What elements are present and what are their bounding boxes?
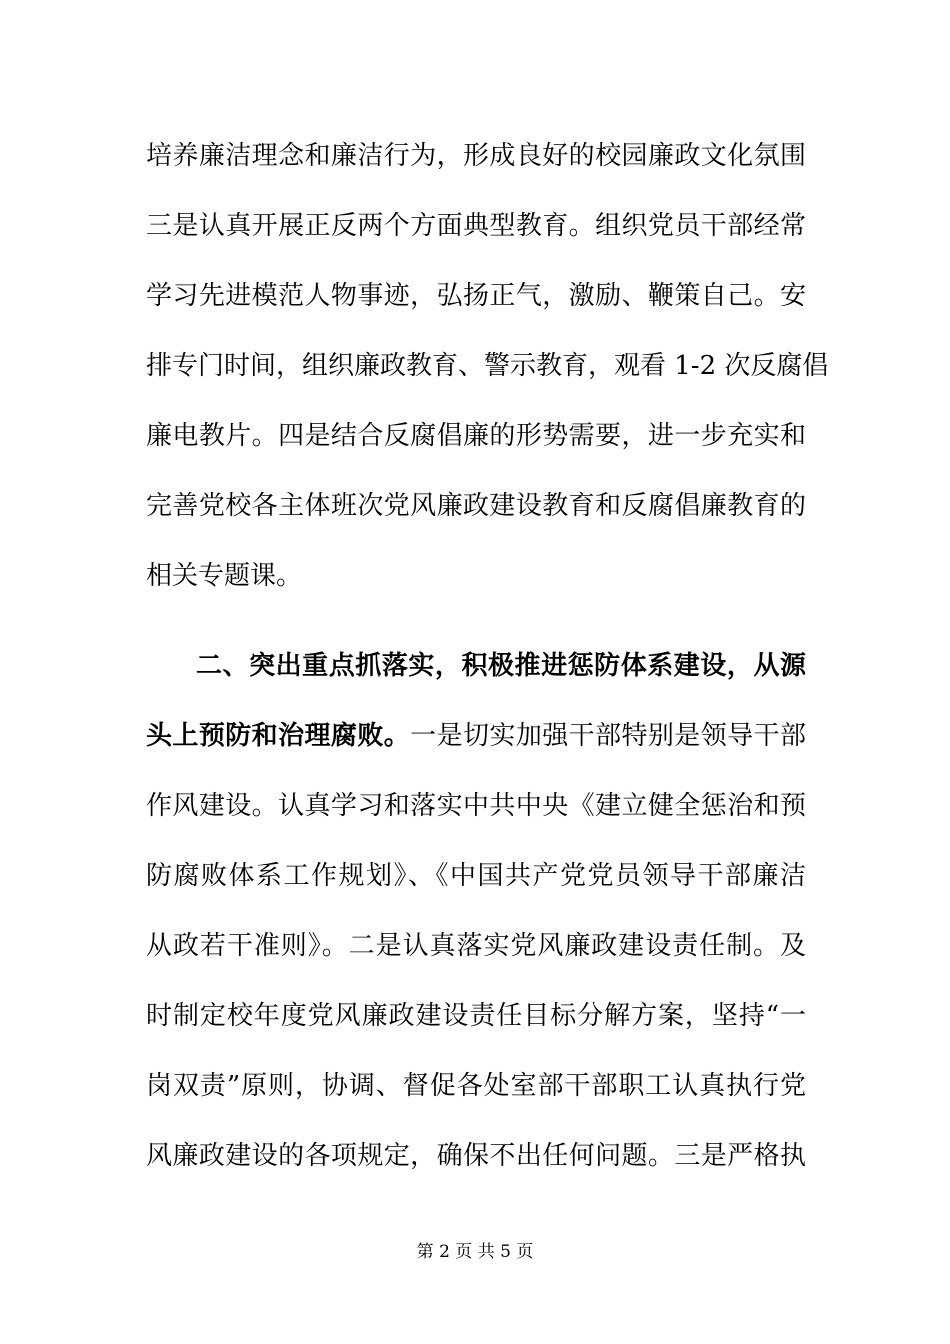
paragraph-line: 排专门时间，组织廉政教育、警示教育，观看 1-2 次反腐倡 [146, 351, 829, 381]
paragraph-line: 完善党校各主体班次党风廉政建设教育和反腐倡廉教育的 [146, 491, 806, 521]
section-heading-tail: 头上预防和治理腐败。 [146, 721, 411, 751]
paragraph-line: 培养廉洁理念和廉洁行为，形成良好的校园廉政文化氛围 [146, 141, 806, 171]
paragraph-line: 廉电教片。四是结合反腐倡廉的形势需要，进一步充实和 [146, 421, 806, 451]
paragraph-line: 风廉政建设的各项规定，确保不出任何问题。三是严格执 [146, 1141, 806, 1171]
paragraph-line: 作风建设。认真学习和落实中共中央《建立健全惩治和预 [146, 791, 806, 821]
paragraph-line: 三是认真开展正反两个方面典型教育。组织党员干部经常 [146, 211, 806, 241]
section-heading: 二、突出重点抓落实，积极推进惩防体系建设，从源 [196, 651, 806, 681]
page-number-footer: 第 2 页 共 5 页 [416, 1242, 534, 1262]
paragraph-line: 从政若干准则》。二是认真落实党风廉政建设责任制。及 [146, 931, 806, 961]
paragraph-line: 时制定校年度党风廉政建设责任目标分解方案，坚持“一 [146, 1001, 806, 1031]
section-heading-continuation [146, 716, 806, 756]
paragraph-text: 一是切实加强干部特别是领导干部 [410, 721, 806, 751]
paragraph-line: 学习先进模范人物事迹，弘扬正气，激励、鞭策自己。安 [146, 281, 806, 311]
paragraph-line: 防腐败体系工作规划》、《中国共产党党员领导干部廉洁 [146, 861, 806, 891]
paragraph-line: 相关专题课。 [146, 561, 303, 591]
paragraph-line: 岗双责”原则，协调、督促各处室部干部职工认真执行党 [146, 1071, 806, 1101]
